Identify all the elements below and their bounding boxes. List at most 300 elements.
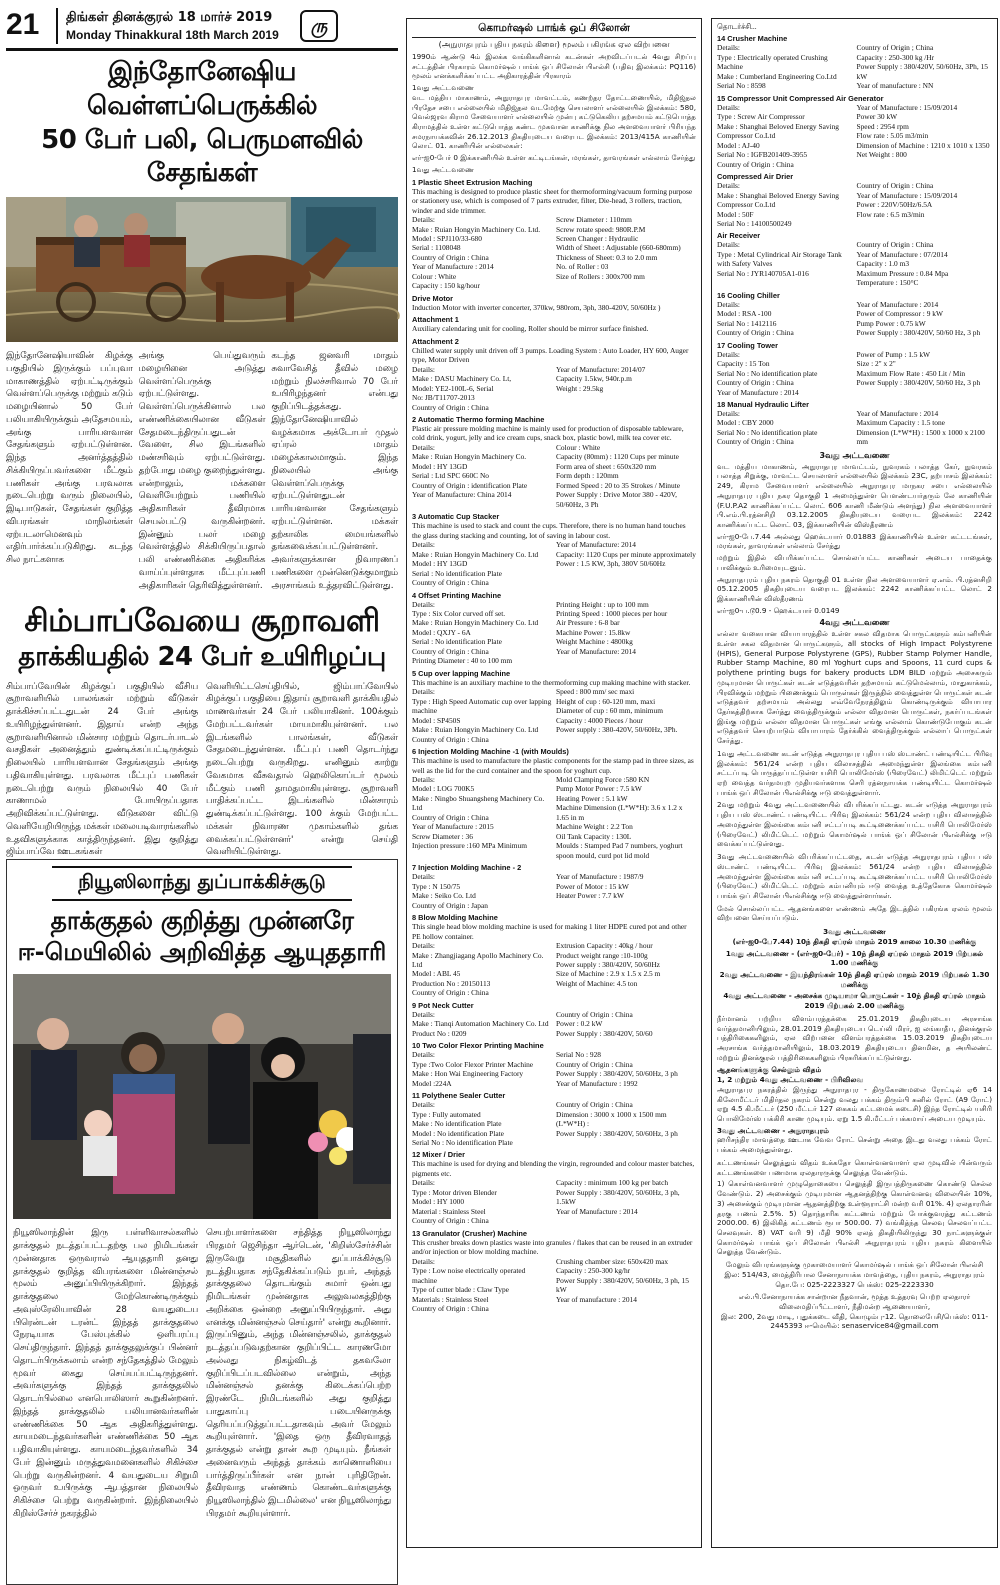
spec-line: Thickness of Sheet: 0.3 to 2.0 mm (556, 252, 658, 262)
spec-line: Country of Origin : China (556, 1059, 633, 1069)
spec-line: Colour : White (556, 442, 601, 452)
machinery-specs-left (412, 1178, 552, 1225)
story-indonesia-col3: கடந்த ஜனவரி மாதம் சுவாவேசித் தீவில் மழை மற்றும் நிலச்சரிவால் 70 பேர் உயிரிழந்தனர் என்பது குறிப்பிடத்தக்கது. இந்தோனேஷியாவில் வழக்கமாக அக்டோபர் முதல் ஏப்ரல் மாதம் மழைக்காலமாகும். இந்த நிலையில் அங்கு வெள்ளப்பெருக்கு ஏற்பட்டுள்ளதுடன் பாரியளவான சேதங்களும் ஏற்பட்டுள்ளன. மக்கள் தற்காலிக மையங்களில் தங்கவைக்கப்பட்டுள்ளனர். அவர்களுக்கான நிவாரணப் பணிகளை முன்னெடுக்குமாறும் அரசாங்கம் உத்தரவிட்டுள்ளது. (271, 351, 399, 591)
spec-line: Serial No : 8598 (717, 81, 766, 91)
spec-line: Maximum Pressure : 0.84 Mpa (856, 268, 949, 278)
machinery-specs-right (556, 443, 696, 509)
machinery-item-title: Attachment 2 (412, 336, 459, 346)
spec-line: Form area of sheet : 650x320 mm (556, 461, 657, 471)
machinery-item (412, 591, 696, 666)
spec-line: Details: (412, 1256, 435, 1266)
memorial-photo-image (13, 974, 391, 1219)
spec-line: Type : Motor driven Blender (412, 1187, 497, 1197)
machinery-item (412, 747, 696, 860)
masthead (0, 0, 405, 52)
machinery-item-specs (412, 443, 696, 509)
machinery-item (717, 172, 992, 228)
machinery-specs-left (412, 1050, 552, 1088)
machinery-item-specs (412, 872, 696, 910)
spec-line: Weight : 29.5kg (556, 383, 604, 393)
spec-line: Make : Ningbo Shuangsheng Machinery Co. Ltd (412, 793, 545, 813)
machinery-specs-left (717, 350, 853, 397)
spec-line: Moulds : Stamped Pad 7 numbers, yoghurt spoon mould, curd pot lid mold (556, 841, 683, 860)
machinery-item-description: Chilled water supply unit driven off 3 pumps. Loading System : Auto Loader, HY 600, Auger type, Motor Driven (412, 345, 689, 365)
spec-line: Country of Origin : China (556, 1009, 633, 1019)
ownership-para-4: மேல் சொல்லப்பட்ட ஆதனங்களை எண்ணம் அதே இடத்தில் பகிரங்க ஏலம் மூலம் விற்பனை செய்யப்படும். (717, 903, 992, 923)
spec-line: Printing Speed : 1000 pieces per hour (556, 608, 668, 618)
story-newzealand-shooting (6, 859, 398, 1585)
spec-line: Machine Power : 15.8kw (556, 627, 631, 637)
spec-line: Height of cup : 60-120 mm, maxi (556, 696, 656, 706)
spec-line: Country of Origin : China (717, 437, 794, 447)
auction-time-1: (எர்-ஐ0-பே7.44) 10ந் திகதி ஏப்ரல் மாதம் 2019 காலை 10.30 மணிக்கு (732, 936, 977, 946)
spec-line: Type : Electrically operated Crushing Machine (717, 52, 828, 72)
spec-line: Power Supply : 380/420V, 50/60Hz, 3Ph, 15 kW (856, 62, 988, 81)
masthead-rule (6, 48, 398, 51)
spec-line: Size : 2" x 2" (856, 359, 896, 369)
spec-line: Size of Machine : 2.9 x 1.5 x 2.5 m (556, 969, 661, 979)
spec-line: Pump Motor Power : 7.5 kW (556, 784, 642, 794)
spec-line: Flow rate : 5.05 m3/min (856, 131, 929, 141)
machinery-item (412, 669, 696, 744)
spec-line: Maximum Capacity : 1.5 tone (856, 418, 945, 428)
machinery-item-title: 12 Mixer / Drier (412, 1150, 465, 1160)
spec-line: Year of manufacture : NN (856, 81, 934, 91)
spec-line: Details: (412, 687, 435, 697)
spec-line: Weight of Machine: 4.5 ton (556, 978, 638, 988)
machinery-item-title: 16 Cooling Chiller (717, 290, 780, 300)
machinery-item-description: This machine is used for drying and blending the virgin, regrounded and colour master batches, pigments etc. (412, 1159, 695, 1178)
story-newzealand-headline-line2: ஈ-மெயிலில் அறிவித்த ஆயுததாரி (17, 938, 387, 967)
spec-line: Country of Origin : China (412, 252, 489, 262)
machinery-item (412, 1150, 696, 1225)
machinery-item-specs (412, 1257, 696, 1314)
machinery-specs-right (556, 687, 696, 744)
spec-line: Year of Manufacture : 2014 (717, 387, 799, 397)
machinery-item-description: Induction Motor with inverter concerter, 370kw, 980rom, 3ph, 380-420V, 50/60Hz ) (412, 302, 661, 312)
spec-line: Model : RSA -100 (717, 309, 772, 319)
spec-line: Year of Manufacture : 2014 (412, 262, 494, 272)
spec-line: Machine Dimension (L*W*H): 3.6 x 1.2 x 1.65 in m (556, 803, 683, 822)
machinery-item-specs (717, 181, 992, 228)
story-newzealand-body (13, 1227, 391, 1577)
machinery-item-title: 14 Crusher Machine (717, 34, 788, 44)
spec-line: Year of Manufacture : 2015 (412, 822, 494, 832)
flood-photo-image (6, 197, 398, 342)
spec-line: Details: (412, 1100, 435, 1110)
auction-schedule-label: 3வது அட்டவணை (823, 927, 886, 937)
spec-line: Colour : White (412, 271, 457, 281)
spec-line: Model : SPJ110/33-680 (412, 233, 482, 243)
spec-line: Make : Ruian Hongyin Machinery Co. Ltd (412, 618, 539, 628)
machinery-item-description: This crusher breaks down plastics waste into granules / flakes that can be reused in an extruder and/or injection or blow molding machine. (412, 1237, 693, 1257)
spec-line: Country of Origin : China (412, 812, 489, 822)
schedule-1-text: வட மத்திய மாகாணம், அநுராதபுர மாவட்டம், கணற்தர தோட்டணையில், மிதிஜ்தல பிரதேச சபை எல்லையில் மிதிஜ்தல வடமேற்கு செயலாளர் எல்லையில் இலக்கம்: 580, வெல்ஜரவ கிராம சேவையாளர் எல்லையில் முன்பு கட்டுகெலிய தற்சமயம் கட்டுபொத்த கிராமத்தில் உள்ள கட்டுபொத்த கண்ட முகவான காணிக்கு நில அளவையாளர் பிரியந்த சமரநாயக்கவின் 26.12.2013 திகதியுடைய வரைபட இலக்கம்: 2013/415A காணியின் லொட் 01. காணியின் எல்லைகள்: (412, 92, 696, 151)
machinery-item-title: 15 Compressor Unit Compressed Air Generator (717, 93, 884, 103)
spec-line: Details: (412, 1009, 435, 1019)
machinery-item-specs (412, 1010, 696, 1038)
machinery-specs-right (857, 181, 993, 228)
spec-line: Details: (412, 941, 435, 951)
machinery-item-description: This single head blow molding machine is used for making 1 liter HDPE cured pot and other PE hollow container. (412, 922, 687, 941)
machinery-specs-left (412, 1257, 552, 1314)
spec-line: Capacity 1.5kw, 940r.p.m (556, 374, 632, 384)
spec-line: Make : Ruian Hongyin Machinery Co. Ltd (412, 725, 539, 735)
story-zimbabwe-body (6, 681, 398, 858)
machinery-item-title: 1 Plastic Sheet Extrusion Maching (412, 177, 533, 187)
story-indonesia-headline-line2: 50 பேர் பலி, பெருமளவில் சேதங்கள் (41, 124, 363, 189)
machinery-item (412, 294, 696, 312)
spec-line: Make : Zhangjiagang Apollo Machinery Co. Ltd (412, 950, 544, 969)
spec-line: Size of Rollers : 300x700 mm (556, 271, 645, 281)
spec-line: Year of Manufacture: China 2014 (412, 490, 512, 500)
page-number: 21 (6, 8, 40, 41)
spec-line: Details: (412, 1178, 435, 1188)
contact-bank: மேலும் விபரங்களுக்கு முகாமையாளர் கொமர்ஷல் பாங்க் ஒப் சிலோன் பிஎல்சி இல: 514/43, மைத்திரிபால சேனாநாயக்க மாவத்தை, புதிய நகரம், அநுராதபுரம் தொ.பே: 025-2223327 பெக்ஸ்: 025-2223330 (724, 1260, 985, 1289)
spec-line: Production No : 20150113 (412, 978, 491, 988)
payment-terms: கட்டணங்கள் செலுத்தும் விதம் உக்கதோ கொள்வனவாளர் ஏல முடிவில் பின்வரும் கட்டணங்களை பணமாக ஏலதாரருக்கு செலுத்த வேண்டும். (717, 1157, 992, 1177)
spec-line: Make : No identification Plate (412, 1119, 502, 1129)
spec-line: Serial No : JYR140705A1-016 (717, 268, 809, 278)
schedule-3-tail: எர்-ஐ0-பே.7.44 அல்லது ஹெக்டயார் 0.01883 இக்காணியில் உள்ள கட்டடங்கள், மரங்கள், தாவரங்கள் எல்லாம் சேர்த்து (717, 531, 992, 551)
spec-line: Capacity : 15 Ton (717, 359, 770, 369)
spec-line: Power Supply : 380/420V, 50/60Hz, 3 ph, 1.5kW (556, 1187, 680, 1207)
machinery-item-title: 9 Pot Neck Cutter (412, 1000, 474, 1010)
spec-line: Country of Origin : China (412, 1304, 489, 1314)
spec-line: Formed Speed : 20 to 35 Strokes / Minute (556, 480, 680, 490)
machinery-item-specs (717, 350, 992, 397)
machinery-item-specs (717, 240, 992, 287)
story-zimbabwe-headline-line1: சிம்பாப்வேயை சூறாவளி (24, 603, 380, 640)
ownership-para-2: 2வது மற்றும் 4வது அட்டவணையில் விபரிக்கப்பட்டது. கடன் எடுத்த அநுராதபுரம் புதிய பஸ் ஸ்டாண்ட் பண்டியிட்ட பிரிவு இலக்கம்: 561/24 என்ற புதிய விலாசத்தில் அமைந்துள்ள இலங்கை கம்பனி சட்டப்படி கூட்டிணைக்கப்பட்ட யசிரி பொலிமேர்ஸ் (பிரைவேட்) லிமிட்டெட் மற்றும் கொமர்ஷல் பாங்க் ஒப் சிலோன் பிஎல்சிக்கு ஈடு வைக்கப்பட்டுள்ளது. (717, 800, 992, 849)
spec-line: Country of Origin : China (412, 734, 489, 744)
machinery-item (717, 291, 992, 338)
spec-line: Serial No : 1412116 (717, 318, 777, 328)
machinery-specs-right (556, 1257, 696, 1314)
spec-line: Year of Manufacture: 2014 (556, 646, 636, 656)
spec-line: Year of Manufacture: 2014 (556, 540, 636, 550)
story-newzealand-col2: செயற்பாளர்களை சந்தித்த நியூஸிலாந்து பிரதமர் ஜெசிந்தா ஆர்டென், 'கிறிஸ்சேர்ச்சின் இருவேறு மசூதிகளில் துப்பாக்கிச்சூடு நடத்தியதாக சந்தேகிக்கப்படும் நபர், அந்தத் தாக்குதலை தொடங்கும் சுமார் ஒன்பது நிமிடங்கள் முன்னதாக அலுவலகத்திற்கு அறிக்கை ஒன்றை அனுப்பியிருந்தார். அது எனக்கு மின்னஞ்சல் செய்தார்' என்று கூறினார். இருப்பினும், அந்த மின்னஞ்சலில், தாக்குதல் நடத்தப்படுவதற்கான குறிப்பிட்ட காரணமோ அல்லது நிகழ்விடத் தகவலோ குறிப்பிடப்படவில்லை என்றும், அந்த மின்னஞ்சல் தனக்கு கிடைக்கப்பெற்ற இரண்டே நிமிடங்களில் அது குறித்து பாதுகாப்பு படையினருக்கு தெரியப்படுத்தப்பட்டதாகவும் அவர் மேலும் கூறியுள்ளார். 'இதை ஒரு தீவிரவாதத் தாக்குதல் என்று தான் கூற முடியும். நீங்கள் அனைவரும் அந்தத் தாக்கம் காணொளியை பார்த்திருப்பீர்கள் என நான் புரிதிறேன். தீவிரவாத எண்ணம் கொண்டவர்களுக்கு நியூஸிலாந்தில் இடமில்லை' என நியூஸிலாந்து பிரதமர் கூறியுள்ளார். (206, 1228, 391, 1519)
machinery-specs-left (717, 181, 853, 228)
spec-line: Serial : 1108048 (412, 243, 461, 253)
machinery-item (717, 94, 992, 169)
machinery-specs-right (857, 43, 993, 90)
access-heading-2: 3வது அட்டவணை - அநுராதபுரம் (717, 1125, 830, 1135)
spec-line: Form depth : 120mm (556, 471, 619, 481)
spec-line: Model : 50F (717, 209, 754, 219)
story-indonesia-col2: அங்கு பெய்துவரும் மழையினை அடுத்து வெள்ளப்பெருக்கு ஏற்பட்டுள்ளது. வெள்ளப்பெருக்கினால் பல எண்ணிக்கையிலான வீடுகள் சேதமடைந்திருப்பதுடன் வேளை, சில இடங்களில் மண்சரிவும் ஏற்பட்டுள்ளது. தற்போது மழை குறைந்துள்ளது. என்றாலும், மக்களை வெளியேற்றும் பணியில் அதிகாரிகள் தீவிரமாக செயல்பட்டு வருகின்றனர். இன்னும் பலர் மழை வெள்ளத்தில் சிக்கியிருப்பதால் பலி எண்ணிக்கை அதிகரிக்க வாய்ப்புள்ளதாக மீட்புப்பணி அதிகாரிகள் தெரிவித்துள்ளனர். (138, 351, 266, 591)
machinery-specs-right (857, 409, 993, 447)
machinery-specs-right (556, 365, 696, 412)
spec-line: Power of Motor : 15 kW (556, 881, 629, 891)
spec-line: Country of Origin : China (717, 378, 794, 388)
spec-line: Serial No : No identification Plate (412, 1138, 513, 1147)
spec-line: Speed : 2954 rpm (856, 121, 909, 131)
spec-line: Capacity : 1.0 m3 (856, 259, 910, 269)
machinery-specs-left (717, 300, 853, 338)
machinery-item-title: 2 Automatic Thermo forming Machine (412, 415, 545, 424)
spec-line: Details: (717, 102, 740, 112)
spec-line: Model : No identification Plate (412, 1128, 504, 1138)
spec-line: Serial No : 14100500249 (717, 218, 792, 228)
spec-line: Type : Six Color curved off set. (412, 608, 506, 618)
machinery-item (412, 315, 696, 333)
spec-line: Year of Manufacture : 07/2014 (856, 249, 948, 259)
machinery-item (717, 400, 992, 447)
story-indonesia-flood (6, 56, 398, 598)
continued-label: தொடர்ச்சி... (717, 22, 757, 31)
schedule-1-tail: எர்-ஐ0-பேர் 0 இக்காணியில் உள்ள கட்டிடங்கள், மரங்கள், தாவரங்கள் எல்லாம் சேர்த்து (412, 153, 696, 163)
machinery-specs-left (412, 1100, 552, 1147)
machinery-item (412, 913, 696, 998)
schedule-3-text-3: அநுராதபுரம் புதிய நகரம் தொகுதி 01 உள்ள நில அளவையாளர் ஏ.எம். பி.ரத்னசிறி 05.12.2005 திகதியுடைய வரைபட இலக்கம்: 2242 காணிக்கப்பட்ட லொட் 2 இக்காணியின் விஸ்தீரணம் (717, 574, 992, 604)
spec-line: Power of Pump : 1.5 kW (856, 349, 930, 359)
spec-line: Speed : 800 mm/ sec maxi (556, 687, 635, 697)
schedule-4-text: எல்லா வகையான வியாபாரத்தில் உள்ள சகல விதமாக பொருட்களும் கம்பனியின் உள்ள சகல விதமான பொருட்களும், all stocks of High Impact Polystyrene (HPIS), General Purpose Polystyrene (GPS), Rubber Stamp Polymer Handle, Rubber Stamp Machine, 80 ml Yoghurt cups and Spoons, 11 curd cups & polythene printing bugs for bakery products LDM BILD மற்றும் அசைகரும் முடியுமான பொருட்கள் கடன் எடுத்தவரின் தற்சமயம் கட்டுமெல்லாம், மாதுகாக்கம், பிரவிக்கும் மற்றும் பிணைக்கும் பொருள்கள் இருத்தில் வைத்துள்ள பொருட்கள் கடன் எடுத்தவர் தற்சமயம் அல்லது எவ்வேநேரத்திலும் கொண்டிருக்கும் வியாபார தேர்கத்திற்காக சேர்த்து வைத்திருக்கும் எல்லா விதமான பொருட்கள், நகர்ப்படங்கள் இங்கு மற்றும் எல்லா விதமான பொருட்கள் எங்கு எல்லாம் கொண்டுபோகும் கடன் எடுத்தவர் செயற்பாடும் வியாபாரம் தேர்க்கில் வைத்திருக்கும் எல்லாப் பொருட்கள் சேர்த்து. (717, 629, 992, 746)
spec-line: Model : HY 1000 (412, 1197, 465, 1207)
spec-line: Capacity : 250-300 kg/hr (556, 1266, 631, 1276)
spec-line: Details: (412, 442, 435, 452)
spec-line: Pump Power : 0.75 kW (856, 318, 926, 328)
machinery-item (412, 415, 696, 509)
spec-line: Power : 220V/50Hz/6.5A (856, 200, 933, 210)
ownership-para-1: 1வது அட்டவணை கடன் எடுத்த அநுராதபுர புதிய பஸ் ஸ்டாண்ட் பண்டியிட்ட பிரிவு இலக்கம்: 561/24 என்ற புதிய விலாசத்தில் அமைந்துள்ள இலங்கை கம்பனி சட்டப்படி பொருத்தப்பட்டுள்ள யசிரி பொலிமேர்ஸ் (பிரைவேட்) லிமிட்டெட் மற்றும் ஏற் வைத்த வர்தமயுற முதியவர்களாக செரி ரத்னநாயக்க பண்டியிட்ட கொமர்ஷல் பாங்க் ஒப் சிலோன் பிஎல்சிக்கு ஈடு வைத்துள்ளார். (717, 748, 992, 797)
spec-line: Power supply : 380/420V, 50/60Hz (556, 959, 660, 969)
machinery-item-specs (412, 1100, 696, 1147)
spec-line: Model : ABL 45 (412, 969, 461, 979)
machinery-item-description: This machine is an auxiliary machine to the thermoforming cup making machine with stacker. (412, 677, 691, 687)
machinery-item (412, 178, 696, 291)
machinery-item-specs (412, 215, 696, 291)
spec-line: Capacity : 4000 Pieces / hour (556, 715, 643, 725)
machinery-item-specs (412, 941, 696, 998)
machinery-item (412, 1091, 696, 1147)
machinery-item-specs (412, 1178, 696, 1225)
spec-line: Mold Clamping Force :580 KN (556, 775, 650, 784)
spec-line: Make : Ruian Hongyin Machinery Co. Ltd (412, 549, 539, 559)
spec-line: Make : Ruian Hongyin Machinery Co. (412, 452, 527, 462)
spec-line: Details: (412, 775, 435, 784)
spec-line: Year of manufacture : 2014 (556, 1294, 637, 1304)
spec-line: Capacity (80mm) : 1120 Cups per minute (556, 452, 679, 462)
machinery-specs-left (412, 687, 552, 744)
schedule-3-text: வட மத்திய மாகாணம், அநுராதபுர மாவட்டம், நுவரகம் பலாத்த கேர், நுவரகம் பலாத்த சிறுக்கு, மாவட்ட செயலாளர் எல்லையில் இலக்கம் 23C, தற்பாசம் இலக்கம்: 249, கிராம சேவையாளர் எல்லையில் அநுராதபுர மாநகர சபை எல்லையில் அநுராதபுர புதிய நகர தொகுதி 1 அமைந்துள்ள பௌண்டயர்தரும் லே காணியின் (F.U.P.A2 காணிக்கப்பட்ட லொட் 606 காணி மீண்டும் அளந்து) நில அளவையாளர் பி.எம்.பி.ரத்னசிறி 03.12.2005 திகதியுடைய வரைபட இலக்கம்: 2242 காணிக்கப்பட்ட லொட் 03, இக்காணியின் விஸ்தீரணம் (717, 461, 992, 529)
machinery-specs-left (412, 775, 552, 860)
spec-line: Power Supply : 380/420V, 50/60Hz, 3 ph, 15 kW (556, 1275, 689, 1295)
machinery-specs-right (857, 350, 993, 397)
machinery-specs-right (556, 1178, 696, 1225)
spec-line: Injection pressure :160 MPa Minimum (412, 841, 527, 851)
machinery-item-description: This machine is used to manufacture the plastic components for the stamp pad in three sizes, as well as the lid for the curd container and the spoon for yoghurt cup. (412, 756, 694, 775)
spec-line: Serial : No identification Plate (412, 568, 502, 578)
spec-line: Country of Origin : China (412, 646, 489, 656)
spec-line: Serial No : 928 (556, 1050, 601, 1060)
spec-line: Year of Manufacture : 1992 (556, 1078, 638, 1088)
machinery-item-title: 11 Polythene Sealer Cutter (412, 1091, 506, 1101)
spec-line: Details: (412, 540, 435, 550)
spec-line: Capacity : 150 kg/hour (412, 281, 480, 291)
spec-line: Details: (412, 599, 435, 609)
story-indonesia-col1: இந்தோனேஷியாவின் கிழக்கு பகுதியில் இருக்கும் பப்புவா மாகாணத்தில் ஏற்பட்டிருக்கும் வெள்ளப்பெருக்கு மற்றும் கடும் மழையினால் 50 பேர் பலியாகியிருக்கும் அதேசமயம், அங்கு பாரியளவான சேதங்களும் ஏற்பட்டுள்ளன. இந்த அனர்த்தத்தில் சிக்கியிருப்பவர்களை மீட்கும் பணிகள் அங்கு பரவலாக நடைபெற்று வரும் நிலையில், இடிபாடுகள், சேதங்கள் குறித்த விபரங்கள் மாநிலங்கள் ஏற்படலாமெனவும் எதிர்பார்க்கப்படுகிறது. கடந்த சில நாட்களாக (6, 351, 133, 566)
story-zimbabwe-col2: வெளியிட்டசெய்தியில், ஜிம்பாப்வேயில் கிழக்குப் பகுதியை இதாய் சூறாவளி தாக்கியதில் மாணவர்கள் 24 பேர் பலியாகினர். 100க்கும் மேற்பட்டவர்கள் மாயமாகியுள்ளனர். பல இடங்களில் பாலங்கள், வீடுகள் சேதமடைந்துள்ளன. மீட்புப் பணி தொடர்ந்து நடைபெற்று வருகிறது. எனினும் காற்று வேகமாக வீசுவதால் ஹெலிகொப்டர் மூலம் மீட்கும் பணி தாமதமாகியுள்ளது. சூறாவளி பாதிக்கப்பட்ட இடங்களில் மின்சாரம் துண்டிக்கப்பட்டுள்ளது. 100 க்கும் மேற்பட்ட மக்கள் நிவாரண முகாம்களில் தங்க வைக்கப்பட்டுள்ளனர்' என்று செய்தி வெளியிட்டுள்ளது. (206, 681, 398, 858)
machinery-specs-left (412, 540, 552, 587)
memorial-photo (13, 974, 391, 1219)
spec-line: Product weight range :10-100g (556, 950, 648, 960)
story-zimbabwe-headline-line2: தாக்கியதில் 24 பேர் உயிரிழப்பு (18, 641, 386, 672)
spec-line: Screw Diameter : 110mm (556, 215, 632, 225)
spec-line: Printing Height : up to 100 mm (556, 599, 649, 609)
spec-line: Type : High Speed Automatic cup over lapping machine (412, 696, 552, 716)
machinery-item (412, 337, 696, 412)
machinery-specs-right (556, 600, 696, 666)
auction-notice-title: கொமர்ஷல் பாங்க் ஒப் சிலோன் (412, 22, 696, 38)
machinery-item-title: 4 Offset Printing Machine (412, 590, 502, 600)
spec-line: Model: YE2-100L-6, Serial (412, 383, 494, 393)
spec-line: Country of Origin : China (412, 578, 489, 588)
machinery-item-specs (412, 1050, 696, 1088)
spec-line: Power supply : 380-420V, 50/60Hz, 3Ph. (556, 725, 678, 735)
machinery-item-specs (717, 300, 992, 338)
machinery-item-title: 6 Injection Molding Machine -1 (with Moulds) (412, 747, 569, 757)
spec-line: Power Supply : 380/420V, 50/60 Hz, 3 ph (856, 328, 981, 338)
spec-line: Type :Two Color Flexor Printer Machine (412, 1059, 534, 1069)
machinery-specs-right (556, 1010, 696, 1038)
spec-line: Power Supply : 380/420V, 50/60Hz, 3 ph (556, 1069, 678, 1079)
spec-line: Materials : Stainless Steel (412, 1294, 489, 1304)
machinery-item-title: 13 Granulator (Crusher) Machine (412, 1228, 527, 1238)
machinery-item (717, 341, 992, 397)
machinery-item (412, 1001, 696, 1038)
machinery-item-description: Plastic air pressure molding machine is mainly used for production of disposable tableware, cold drink, yogurt, jelly and ice cream cups, snack box, plastic bowl, milk tea cover etc. (412, 424, 684, 443)
machinery-item-specs (717, 409, 992, 447)
machinery-specs-right (556, 872, 696, 910)
machinery-specs-right (556, 941, 696, 998)
spec-line: Year of Manufacture : 15/09/2014 (856, 190, 958, 200)
schedule-3-label: 3வது அட்டவணை (819, 450, 890, 460)
machinery-specs-left (717, 103, 853, 169)
spec-line: Flow rate : 6.5 m3/min (856, 209, 925, 219)
machinery-item-title: 3 Automatic Cup Stacker (412, 512, 500, 522)
spec-line: Type : Screw Air Compressor (717, 112, 805, 122)
masthead-divider (56, 8, 58, 44)
story-indonesia-headline-line1: இந்தோனேஷிய வெள்ளப்பெருக்கில் (86, 57, 318, 121)
spec-line: Power Supply : 380/420V, 50/60Hz, 3 ph (556, 1128, 678, 1138)
spec-line: Capacity: 1120 Cups per minute approximately (556, 549, 696, 559)
spec-line: Serial No : IGFB201409-3955 (717, 150, 808, 160)
spec-line: Year of Manufacture : 2014 (856, 299, 939, 309)
machinery-specs-left (717, 409, 853, 447)
machinery-item-description: This machine is used to stack and count the cups. Therefore, there is no human hand touches the glass during stacking and counting, lot of saving in labour cost. (412, 521, 686, 540)
spec-line: Country of Origin : China (412, 1216, 489, 1226)
story-zimbabwe-cyclone (6, 602, 398, 858)
machinery-specs-left (412, 600, 552, 666)
spec-line: Make : Ruian Hongyin Machinery Co. Ltd. (412, 224, 541, 234)
auction-time-3: 2வது அட்டவணை - இயந்திரங்கள் 10ந் திகதி ஏப்ரல் மாதம் 2019 பிற்பகல் 1.30 மணிக்கு (719, 969, 990, 989)
spec-line: Country of Origin : identification Plate (412, 480, 528, 490)
machinery-item-title: Drive Motor (412, 293, 454, 303)
machinery-item (412, 863, 696, 910)
story-newzealand-kicker: நியூஸிலாந்து துப்பாக்கிச்சூடு (52, 866, 352, 901)
spec-line: Make : Seiko Co. Ltd (412, 891, 476, 901)
spec-line: Model : HY 13GD (412, 559, 468, 569)
machinery-item-title: 18 Manual Hydraulic Lifter (717, 400, 809, 409)
spec-line: Model : CBY 2000 (717, 418, 774, 428)
machinery-specs-left (412, 215, 552, 291)
spec-line: Country of Origin : China (856, 240, 934, 250)
spec-line: Power 30 kW (856, 112, 898, 122)
schedule-1-label: 1வது அட்டவணை (412, 83, 475, 93)
machinery-item (717, 231, 992, 287)
newspaper-logo: ரு (300, 10, 338, 42)
schedule-4-label: 4வது அட்டவணை (819, 618, 890, 628)
access-text-1: அநுராதபுர நகரத்தில் இருந்து அநுராதபுர - திருகோணமலை ரோட்டில் ஏ6 14 கிலோமீட்டர் மிதிர்தல நகரம் சென்று வலது பக்கம் திரும்பி சுனில் ரோட் (A9 ரோட்) ஏறு 4.5 கி.மீட்டர் (250 மீட்டர் 127 கைகம் கட்டமைக் கடைசி) இந்த ரோட்டில் யசிரி பொலிமேர்ஸ் பக்கிரி காண முடியும். ஏறு 1.5 கி.மீட்டர் பக்கமாய் அடைய முடியும். (717, 1084, 992, 1124)
spec-line: Extrusion Capacity : 40kg / hour (556, 941, 653, 951)
spec-line: Country of Origin : China (856, 181, 934, 191)
auction-time-4: 4வது அட்டவணை - அசைக்க முடியாமா பொருட்கள் - 10ந் திகதி ஏப்ரல் மாதம் 2019 பிற்பகல் 2.00 மணிக்கு (723, 991, 986, 1011)
auction-notice-intro: 1990ம் ஆண்டு 4ம் இலக்க வங்கிகளினால் கடன்கள் அறவிடப்படல் 4வது சிறப்பு சட்டத்தின் பிரகாரம் கொமர்ஷல் பாங்க் ஒப் சிலோன் பிஎல்சி (பதிவு இலக்கம்: PQ116) மூலம் எனக்களிக்கப்பட்ட அதிகாரத்தின் பிரகாரம் (412, 52, 696, 81)
spec-line: Country of Origin : China (717, 159, 794, 169)
story-indonesia-body (6, 350, 398, 598)
auction-notice-main (406, 18, 702, 1548)
spec-line: Dimension (L*W*H) : 1500 x 1000 x 2100 mm (856, 427, 985, 447)
spec-line: Type : Low noise electrically operated machine (412, 1266, 526, 1285)
spec-line: Heater Power : 7.7 kW (556, 891, 624, 901)
access-label: ஆதனங்களுக்கு செல்லும் விதம் (717, 1065, 822, 1075)
schedule-1-label-2: 1வது அட்டவணை (412, 164, 475, 174)
spec-line: Model : AJ-40 (717, 140, 760, 150)
machinery-specs-right (556, 1050, 696, 1088)
machinery-item (412, 1229, 696, 1314)
spec-line: Details: (717, 349, 740, 359)
machinery-item-specs (412, 687, 696, 744)
spec-line: Crushing chamber size: 650x420 max (556, 1256, 669, 1266)
machinery-item-specs (412, 600, 696, 666)
machinery-specs-right (556, 775, 696, 860)
story-newzealand-headline-line1: தாக்குதல் குறித்து முன்னரே (50, 905, 354, 935)
spec-line: Details: (717, 181, 740, 191)
machinery-specs-right (556, 1100, 696, 1147)
spec-line: Screw rotate speed: 980R.P.M (556, 224, 646, 234)
story-zimbabwe-col1: சிம்பாப்வேயின் கிழக்குப் பகுதியில் வீசிய சூறாவளியில் பாலங்கள் மற்றும் வீடுகள் தாக்கிச்சப்பட்டதுடன் 24 பேர் அங்கு உயிரிழந்துள்ளனர். இதாய் என்ற அந்த சூறாவளியினால் மின்சார மற்றும் தொடர்பாடல் வசதிகள் அனைத்தும் துண்டிக்கப்பட்டிருக்கும் நிலையில் பாரியளவான சேதங்களும் அங்கு பதிவாகியுள்ளது. பரவலாக மீட்புப் பணிகள் நடைபெற்று வரும் நிலையில் 40 பேர் காணாமல் போயிருப்பதாக அறிவிக்கப்பட்டுள்ளது. வீடுகளை விட்டு வெளியேறியிருந்த மக்கள் மலையடிவாரங்களில் உதவிகளுக்காக காத்திருந்தனர். இது குறித்து ஜிம்பாப்வே ஊடகங்கள் (6, 681, 198, 858)
masthead-date-english: Monday Thinakkural 18th March 2019 (66, 28, 279, 42)
spec-line: Product No : 0209 (412, 1028, 467, 1038)
spec-line: Heating Power : 5.1 kW (556, 793, 628, 803)
machinery-item (412, 512, 696, 587)
machinery-item-specs (717, 103, 992, 169)
spec-line: No. of Roller : 03 (556, 262, 609, 272)
spec-line: Power Supply : 380/420V, 50/60 (556, 1028, 653, 1038)
ownership-para-3: 3வது அட்டவணையில் விபரிக்கப்பட்டதை, கடன் எடுத்த அநுராதபுரம் புதிய பஸ் ஸ்டாண்ட் பண்டியிட்ட பிரிவு இலக்கம்: 561/24 என்ற புதிய விலாசத்தில் அமைந்துள்ள இலங்கை கம்பனி சட்டப்படி கூட்டிணைக்கப்பட்ட யசிரி பொலிமேர்ஸ் (பிரைவேட்) லிமிட்டெட் மற்றும் கம்பனியும் ஈடு வைத்த உத்தேகோசு கொமர்ஷல் பாங்க் ஒப் சிலோன் பிஎல்சிக்கு ஈடு வைத்துள்ளார்கள். (717, 852, 992, 900)
machinery-item-title: 7 Injection Molding Machine - 2 (412, 863, 522, 873)
machinery-specs-left (717, 43, 853, 90)
spec-line: Year of Manufacture : 2014 (856, 409, 939, 418)
machinery-item-specs (412, 540, 696, 587)
spec-line: Details: (717, 409, 740, 418)
spec-line: Year of Manufacture : 1987/9 (556, 872, 644, 882)
spec-line: Dimension of Machine : 1210 x 1010 x 1350 (856, 140, 990, 150)
machinery-specs-left (412, 1010, 552, 1038)
spec-line: Width of Sheet : Adjustable (660-680mm) (556, 243, 681, 253)
schedule-3-tail-2: எர்-ஐ0-ப.டூ0.9 - ஹெக்டயார் 0.0149 (717, 605, 840, 615)
spec-line: Details: (717, 299, 740, 309)
spec-line: Maximum Flow Rate : 450 Lit / Min (856, 368, 966, 378)
spec-line: Details: (412, 872, 435, 882)
machinery-list (412, 178, 696, 1314)
spec-line: Net Weight : 800 (856, 150, 907, 160)
spec-line: Country of Origin : China (556, 1100, 633, 1110)
spec-line: Details: (412, 364, 435, 374)
access-heading-1: 1, 2 மற்றும் 4வது அட்டவணை - பிரிவிலவ (717, 1075, 864, 1085)
